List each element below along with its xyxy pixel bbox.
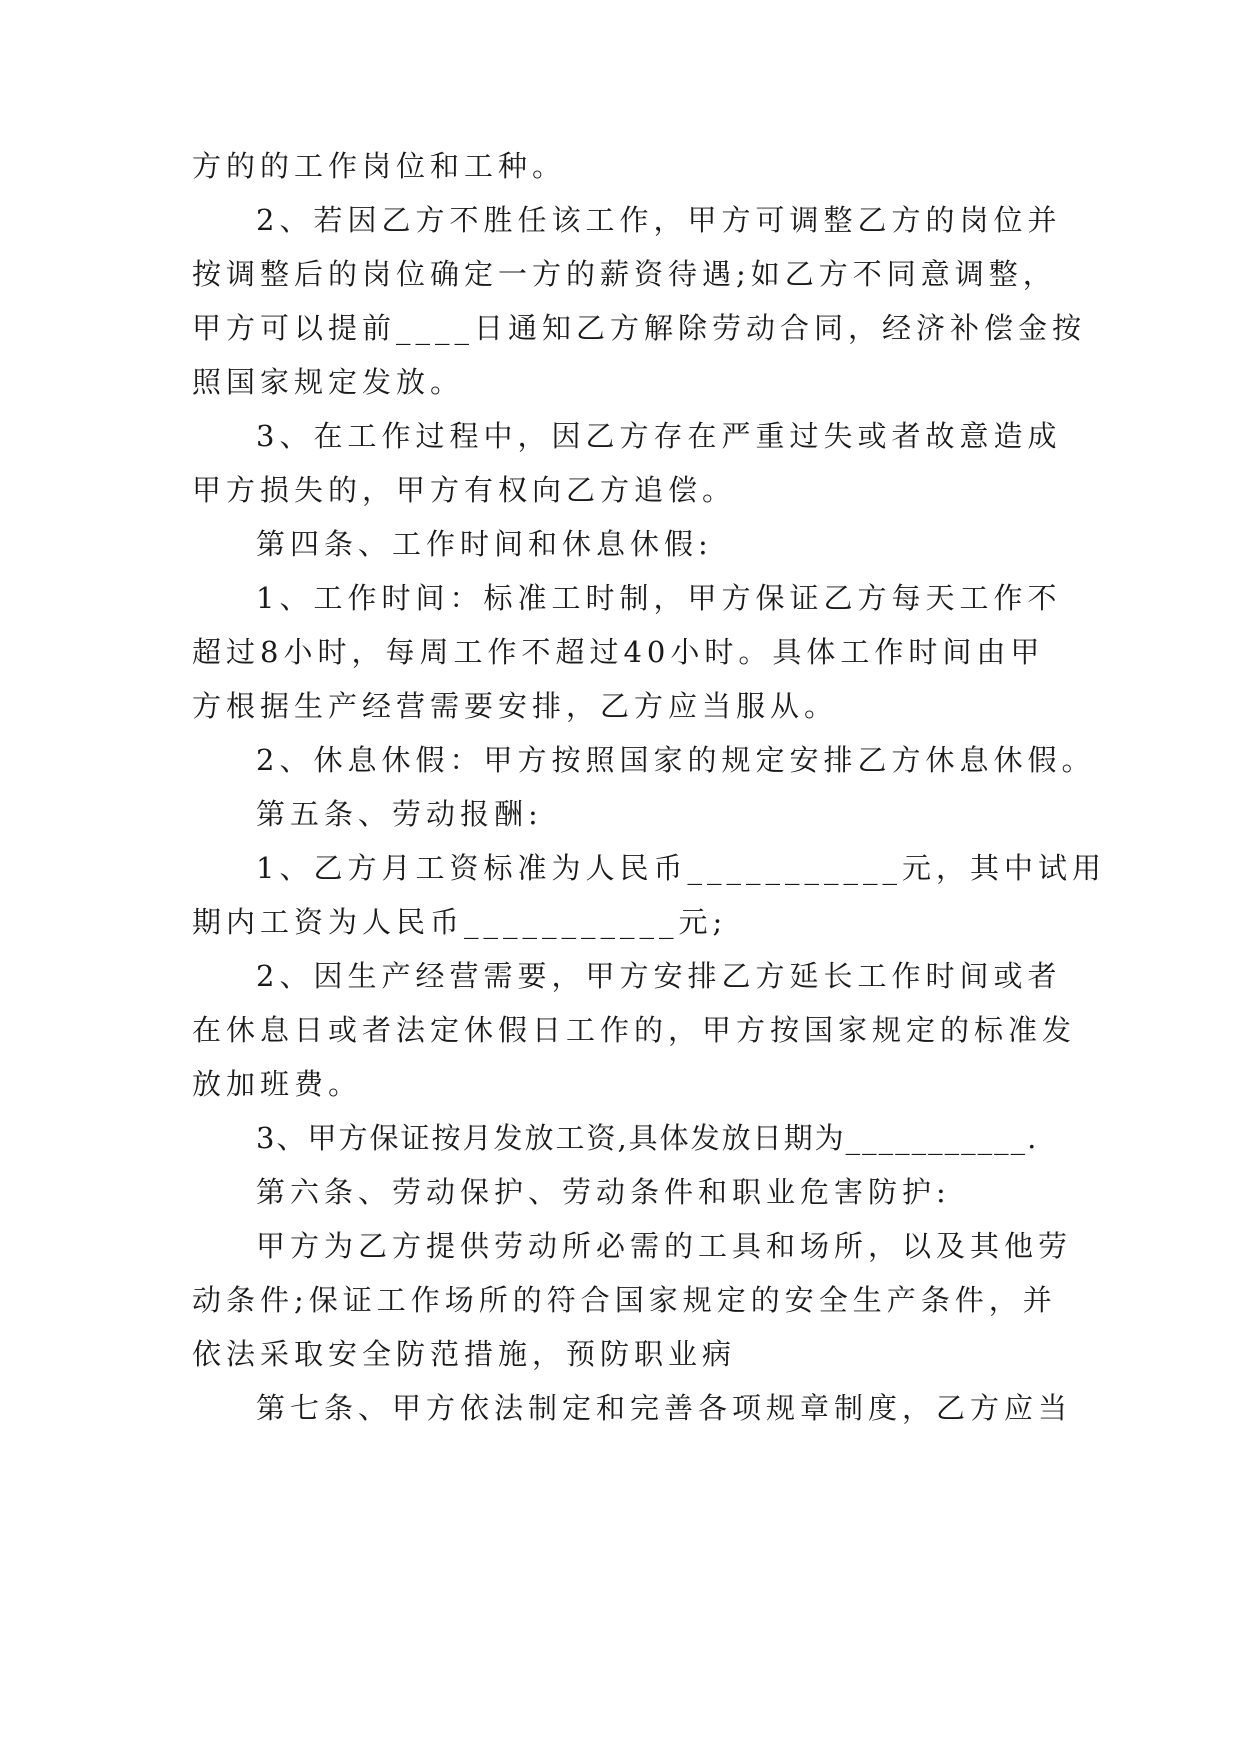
text-line: 照国家规定发放。 xyxy=(192,365,465,399)
text-line: 依法采取安全防范措施，预防职业病 xyxy=(192,1337,737,1371)
text-line: 1、乙方月工资标准为人民币___________元，其中试用 xyxy=(256,851,1106,885)
text-line: 方的的工作岗位和工种。 xyxy=(192,149,567,183)
text-line: 在休息日或者法定休假日工作的，甲方按国家规定的标准发 xyxy=(192,1013,1077,1047)
text-line: 3、在工作过程中，因乙方存在严重过失或者故意造成 xyxy=(256,419,1062,453)
text-line: 超过8小时，每周工作不超过40小时。具体工作时间由甲 xyxy=(192,635,1045,669)
section-heading: 第四条、工作时间和休息休假: xyxy=(256,527,713,561)
section-heading: 第五条、劳动报酬: xyxy=(256,797,543,831)
section-heading: 第六条、劳动保护、劳动条件和职业危害防护: xyxy=(256,1175,951,1209)
text-line: 方根据生产经营需要安排，乙方应当服从。 xyxy=(192,689,839,723)
text-line: 期内工资为人民币___________元; xyxy=(192,905,728,939)
section-heading: 第七条、甲方依法制定和完善各项规章制度，乙方应当 xyxy=(256,1391,1073,1425)
text-line: 2、因生产经营需要，甲方安排乙方延长工作时间或者 xyxy=(256,959,1062,993)
text-line: 甲方为乙方提供劳动所必需的工具和场所，以及其他劳 xyxy=(256,1229,1073,1263)
text-line: 放加班费。 xyxy=(192,1067,363,1101)
text-line: 按调整后的岗位确定一方的薪资待遇;如乙方不同意调整， xyxy=(192,257,1057,291)
text-line: 2、休息休假：甲方按照国家的规定安排乙方休息休假。 xyxy=(256,743,1096,777)
text-line: 1、工作时间：标准工时制，甲方保证乙方每天工作不 xyxy=(256,581,1062,615)
text-line: 甲方可以提前____日通知乙方解除劳动合同，经济补偿金按 xyxy=(192,311,1087,345)
text-line: 甲方损失的，甲方有权向乙方追偿。 xyxy=(192,473,737,507)
text-line: 动条件;保证工作场所的符合国家规定的安全生产条件，并 xyxy=(192,1283,1057,1317)
text-line: 2、若因乙方不胜任该工作，甲方可调整乙方的岗位并 xyxy=(256,203,1062,237)
text-line: 3、甲方保证按月发放工资,具体发放日期为___________. xyxy=(256,1121,1039,1155)
